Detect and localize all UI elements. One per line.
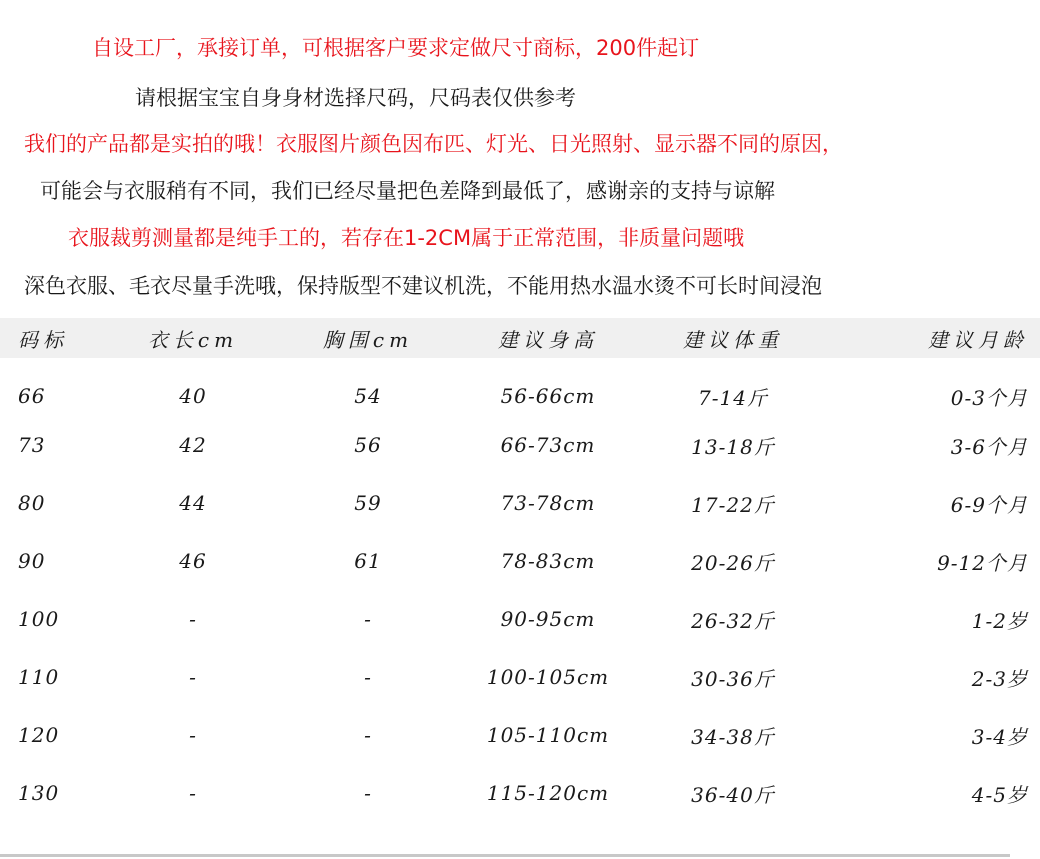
table-row <box>0 416 1040 474</box>
measurement-notice: 衣服裁剪测量都是纯手工的，若存在1-2CM属于正常范围，非质量问题哦 <box>68 226 745 250</box>
cell-height: 56-66cm <box>500 384 596 408</box>
table-row <box>0 648 1040 706</box>
table-row <box>0 706 1040 764</box>
header-chest: 胸围cm <box>278 318 458 358</box>
cell-size-code: 130 <box>18 781 60 805</box>
cell-age: 9-12个月 <box>937 550 1028 575</box>
cell-length: 46 <box>179 549 207 573</box>
cell-height: 66-73cm <box>500 433 596 457</box>
cell-size-code: 73 <box>18 433 46 457</box>
cell-age: 1-2岁 <box>971 608 1028 633</box>
cell-height: 90-95cm <box>500 607 596 631</box>
cell-chest: - <box>364 607 372 631</box>
cell-weight: 34-38斤 <box>691 724 775 749</box>
header-weight: 建议体重 <box>638 318 828 358</box>
cell-height: 73-78cm <box>500 491 596 515</box>
bottom-divider <box>0 854 1010 857</box>
table-row <box>0 764 1040 822</box>
table-row <box>0 474 1040 532</box>
cell-size-code: 100 <box>18 607 60 631</box>
cell-chest: - <box>364 723 372 747</box>
cell-chest: 59 <box>354 491 382 515</box>
header-size-code: 码标 <box>0 318 108 358</box>
header-length: 衣长cm <box>108 318 278 358</box>
cell-weight: 17-22斤 <box>691 492 775 517</box>
cell-age: 3-6个月 <box>950 434 1028 459</box>
cell-length: - <box>189 607 197 631</box>
cell-weight: 20-26斤 <box>691 550 775 575</box>
cell-length: 42 <box>179 433 207 457</box>
cell-height: 105-110cm <box>486 723 610 747</box>
cell-chest: 56 <box>354 433 382 457</box>
cell-chest: 54 <box>354 384 382 408</box>
cell-length: - <box>189 665 197 689</box>
cell-chest: 61 <box>354 549 382 573</box>
washing-notice: 深色衣服、毛衣尽量手洗哦，保持版型不建议机洗，不能用热水温水烫不可长时间浸泡 <box>24 274 822 298</box>
table-row <box>0 532 1040 590</box>
cell-size-code: 66 <box>18 384 46 408</box>
cell-age: 6-9个月 <box>950 492 1028 517</box>
cell-length: - <box>189 781 197 805</box>
cell-chest: - <box>364 665 372 689</box>
cell-age: 4-5岁 <box>971 782 1028 807</box>
cell-chest: - <box>364 781 372 805</box>
cell-weight: 36-40斤 <box>691 782 775 807</box>
cell-height: 100-105cm <box>486 665 610 689</box>
table-row <box>0 358 1040 416</box>
size-chart-table <box>0 318 1040 822</box>
table-row <box>0 590 1040 648</box>
real-photo-notice: 我们的产品都是实拍的哦！衣服图片颜色因布匹、灯光、日光照射、显示器不同的原因， <box>24 132 843 156</box>
cell-height: 78-83cm <box>500 549 596 573</box>
custom-order-notice: 自设工厂，承接订单，可根据客户要求定做尺寸商标，200件起订 <box>92 36 700 60</box>
color-difference-notice: 可能会与衣服稍有不同，我们已经尽量把色差降到最低了，感谢亲的支持与谅解 <box>40 179 775 203</box>
table-header-row <box>0 318 1040 358</box>
cell-age: 2-3岁 <box>971 666 1028 691</box>
header-age: 建议月龄 <box>828 318 1040 358</box>
cell-weight: 30-36斤 <box>691 666 775 691</box>
size-reference-notice: 请根据宝宝自身身材选择尺码，尺码表仅供参考 <box>135 86 576 110</box>
cell-size-code: 120 <box>18 723 60 747</box>
cell-weight: 7-14斤 <box>698 385 768 410</box>
cell-size-code: 80 <box>18 491 46 515</box>
cell-length: 40 <box>179 384 207 408</box>
cell-age: 0-3个月 <box>950 385 1028 410</box>
cell-size-code: 90 <box>18 549 46 573</box>
header-height: 建议身高 <box>458 318 638 358</box>
cell-age: 3-4岁 <box>971 724 1028 749</box>
cell-length: - <box>189 723 197 747</box>
cell-weight: 26-32斤 <box>691 608 775 633</box>
cell-height: 115-120cm <box>486 781 610 805</box>
cell-size-code: 110 <box>18 665 60 689</box>
cell-length: 44 <box>179 491 207 515</box>
cell-weight: 13-18斤 <box>691 434 775 459</box>
